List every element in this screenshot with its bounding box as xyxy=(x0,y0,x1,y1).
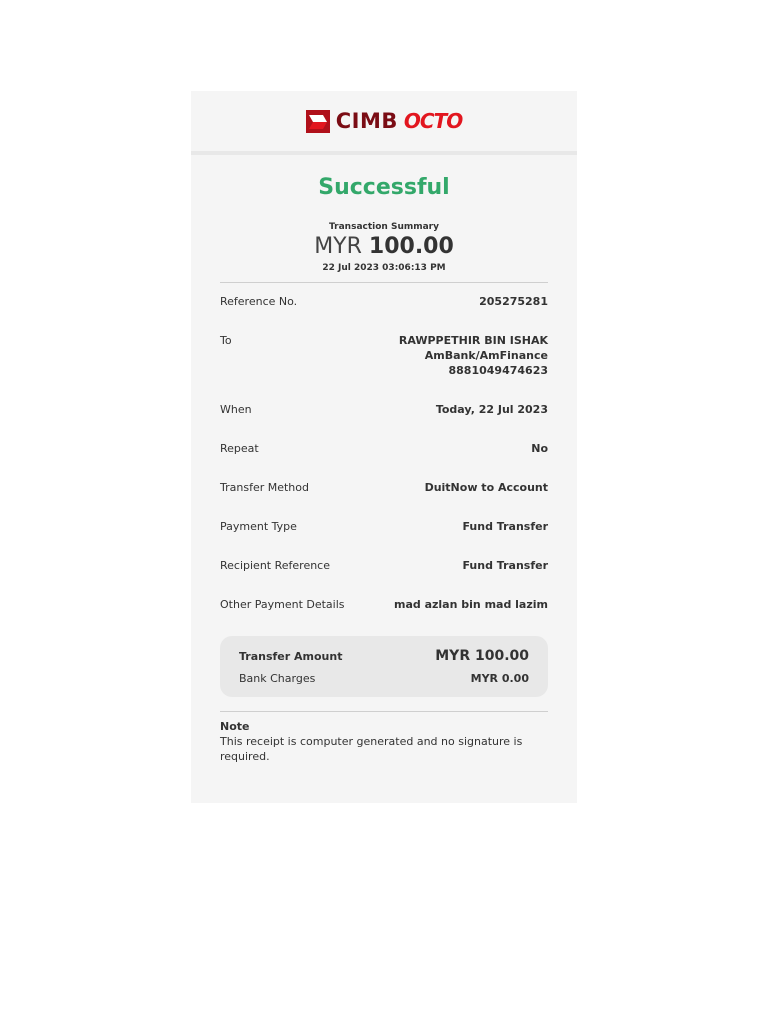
detail-label: Recipient Reference xyxy=(220,559,330,572)
detail-row-payment-type xyxy=(220,519,548,534)
detail-label: Payment Type xyxy=(220,520,297,533)
detail-row-repeat xyxy=(220,441,548,456)
note-text: This receipt is computer generated and no signature is required. xyxy=(220,735,523,763)
summary-value: 100.00 xyxy=(368,234,454,259)
brand-header xyxy=(191,91,577,155)
detail-row-recipient-reference xyxy=(220,558,548,573)
detail-value xyxy=(436,402,548,417)
detail-value xyxy=(479,294,548,309)
recipient-reference-value: Fund Transfer xyxy=(462,559,548,572)
other-payment-details-value: mad azlan bin mad lazim xyxy=(394,598,548,611)
transfer-amount-label: Transfer Amount xyxy=(239,649,343,663)
receipt-card xyxy=(191,91,577,803)
brand-product: OCTO xyxy=(403,109,463,133)
when-value: Today, 22 Jul 2023 xyxy=(435,403,548,416)
detail-row-other-payment-details xyxy=(220,597,548,612)
summary-label: Transaction Summary xyxy=(329,222,439,232)
recipient-name: RAWPPETHIR BIN ISHAK xyxy=(398,334,548,347)
repeat-value: No xyxy=(531,442,548,455)
note-title: Note xyxy=(220,720,250,733)
detail-value xyxy=(394,597,548,612)
detail-label: Repeat xyxy=(220,442,259,455)
note-section xyxy=(220,719,548,764)
bank-charges-label: Bank Charges xyxy=(239,672,316,685)
bank-charges-value: MYR 0.00 xyxy=(470,672,529,685)
transfer-amount-row xyxy=(239,648,529,664)
cimb-octo-logo xyxy=(306,109,462,133)
detail-row-to xyxy=(220,333,548,378)
bank-charges-row xyxy=(239,672,529,685)
detail-label: To xyxy=(220,334,232,347)
detail-row-when xyxy=(220,402,548,417)
detail-value xyxy=(425,480,548,495)
transfer-method-value: DuitNow to Account xyxy=(424,481,548,494)
detail-value xyxy=(399,333,548,378)
detail-label: Transfer Method xyxy=(220,481,309,494)
amount-summary-box xyxy=(220,636,548,697)
detail-label: When xyxy=(220,403,252,416)
recipient-bank: AmBank/AmFinance xyxy=(424,349,548,362)
payment-type-value: Fund Transfer xyxy=(462,520,548,533)
details-list xyxy=(220,283,548,612)
detail-value xyxy=(531,441,548,456)
summary-datetime: 22 Jul 2023 03:06:13 PM xyxy=(322,263,446,273)
reference-number: 205275281 xyxy=(479,295,548,308)
divider xyxy=(220,711,548,712)
detail-row-reference xyxy=(220,294,548,309)
detail-label: Reference No. xyxy=(220,295,298,308)
cimb-logo-icon xyxy=(306,110,330,133)
detail-value xyxy=(462,558,548,573)
brand-name: CIMB xyxy=(335,109,398,133)
detail-value xyxy=(462,519,548,534)
detail-row-transfer-method xyxy=(220,480,548,495)
transfer-amount-value: MYR 100.00 xyxy=(435,648,529,664)
summary-amount xyxy=(191,234,577,259)
summary-currency: MYR xyxy=(314,234,362,259)
status-title: Successful xyxy=(318,175,450,200)
recipient-account: 8881049474623 xyxy=(448,364,548,377)
detail-label: Other Payment Details xyxy=(220,598,345,611)
